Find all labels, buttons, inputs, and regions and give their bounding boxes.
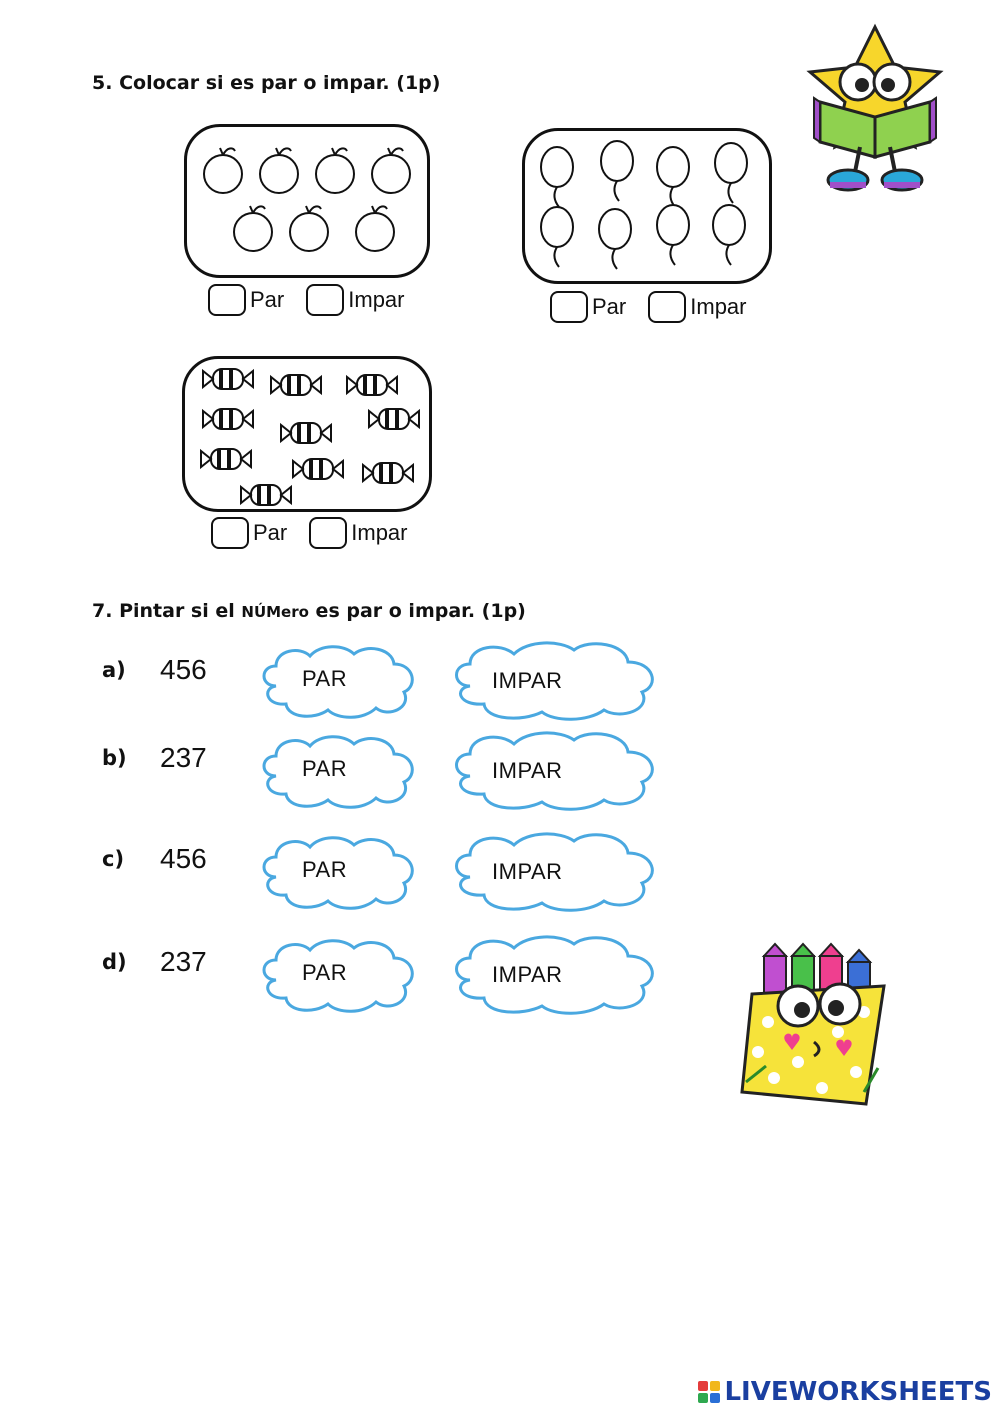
section7-instruction-pre: Pintar si el [119,600,242,622]
balloon-icon [601,141,633,201]
oranges-par-option[interactable] [208,284,284,316]
candies-choices [211,517,408,549]
crayon-box-icon [738,942,890,1110]
section5-number: 5. [92,72,113,94]
section7-number: 7. [92,600,113,622]
par-label: PAR [302,960,348,985]
candies-par-checkbox[interactable] [211,517,249,549]
impar-label: IMPAR [492,962,563,987]
balloon-icon [657,147,689,207]
impar-cloud-button[interactable] [448,638,666,724]
candies-par-label: Par [253,520,288,545]
row-letter: b) [102,746,127,770]
liveworksheets-logo [698,1377,992,1407]
candy-icon [281,423,331,443]
candy-icon [271,375,321,395]
row-letter: a) [102,658,126,682]
candies-box [182,356,432,512]
par-cloud-button[interactable] [258,936,420,1016]
row-b [100,738,700,818]
balloons-par-label: Par [592,294,627,319]
star-reading-book-icon [800,22,950,202]
balloons-impar-checkbox[interactable] [648,291,686,323]
oranges-box [184,124,430,278]
par-label: PAR [302,756,348,781]
section5-heading [92,72,440,94]
candy-icon [293,459,343,479]
candies-impar-label: Impar [351,520,408,545]
section7-instruction-word: NÚMero [241,603,309,621]
row-a [100,650,700,730]
candy-icon [369,409,419,429]
balloons-impar-option[interactable] [648,291,746,323]
oranges-choices [208,284,405,316]
candies-par-option[interactable] [211,517,287,549]
oranges-impar-option[interactable] [306,284,404,316]
row-number: 237 [160,742,207,773]
par-label: PAR [302,666,348,691]
row-number: 456 [160,843,207,874]
candies-impar-option[interactable] [309,517,407,549]
liveworksheets-logo-icon [698,1381,720,1403]
balloons-par-checkbox[interactable] [550,291,588,323]
orange-icon [356,206,394,251]
par-cloud-button[interactable] [258,642,420,722]
orange-icon [290,206,328,251]
balloons-box [522,128,772,284]
balloon-icon [599,209,631,269]
orange-icon [372,148,410,193]
section5-instruction: Colocar si es par o impar. (1p) [119,72,441,94]
oranges-impar-checkbox[interactable] [306,284,344,316]
orange-icon [260,148,298,193]
impar-cloud-button[interactable] [448,829,666,915]
candy-icon [203,369,253,389]
orange-icon [234,206,272,251]
balloon-icon [541,207,573,267]
impar-label: IMPAR [492,668,563,693]
row-letter: d) [102,950,127,974]
candies-impar-checkbox[interactable] [309,517,347,549]
candy-icon [363,463,413,483]
impar-cloud-button[interactable] [448,728,666,814]
balloon-icon [713,205,745,265]
oranges-par-checkbox[interactable] [208,284,246,316]
oranges-par-label: Par [250,287,285,312]
section7-instruction-post: es par o impar. (1p) [308,600,526,622]
impar-cloud-button[interactable] [448,932,666,1018]
candy-icon [201,449,251,469]
impar-label: IMPAR [492,859,563,884]
balloon-icon [657,205,689,265]
row-number: 237 [160,946,207,977]
balloons-choices [550,291,747,323]
par-cloud-button[interactable] [258,833,420,913]
candy-icon [347,375,397,395]
candy-icon [241,485,291,505]
impar-label: IMPAR [492,758,563,783]
oranges-impar-label: Impar [348,287,405,312]
par-cloud-button[interactable] [258,732,420,812]
balloons-par-option[interactable] [550,291,626,323]
brand-text: LIVEWORKSHEETS [724,1377,992,1407]
row-number: 456 [160,654,207,685]
balloon-icon [715,143,747,203]
par-label: PAR [302,857,348,882]
orange-icon [204,148,242,193]
orange-icon [316,148,354,193]
row-d [100,942,700,1022]
row-c [100,839,700,919]
balloon-icon [541,147,573,207]
row-letter: c) [102,847,125,871]
balloons-impar-label: Impar [690,294,747,319]
section7-heading [92,600,526,622]
candy-icon [203,409,253,429]
